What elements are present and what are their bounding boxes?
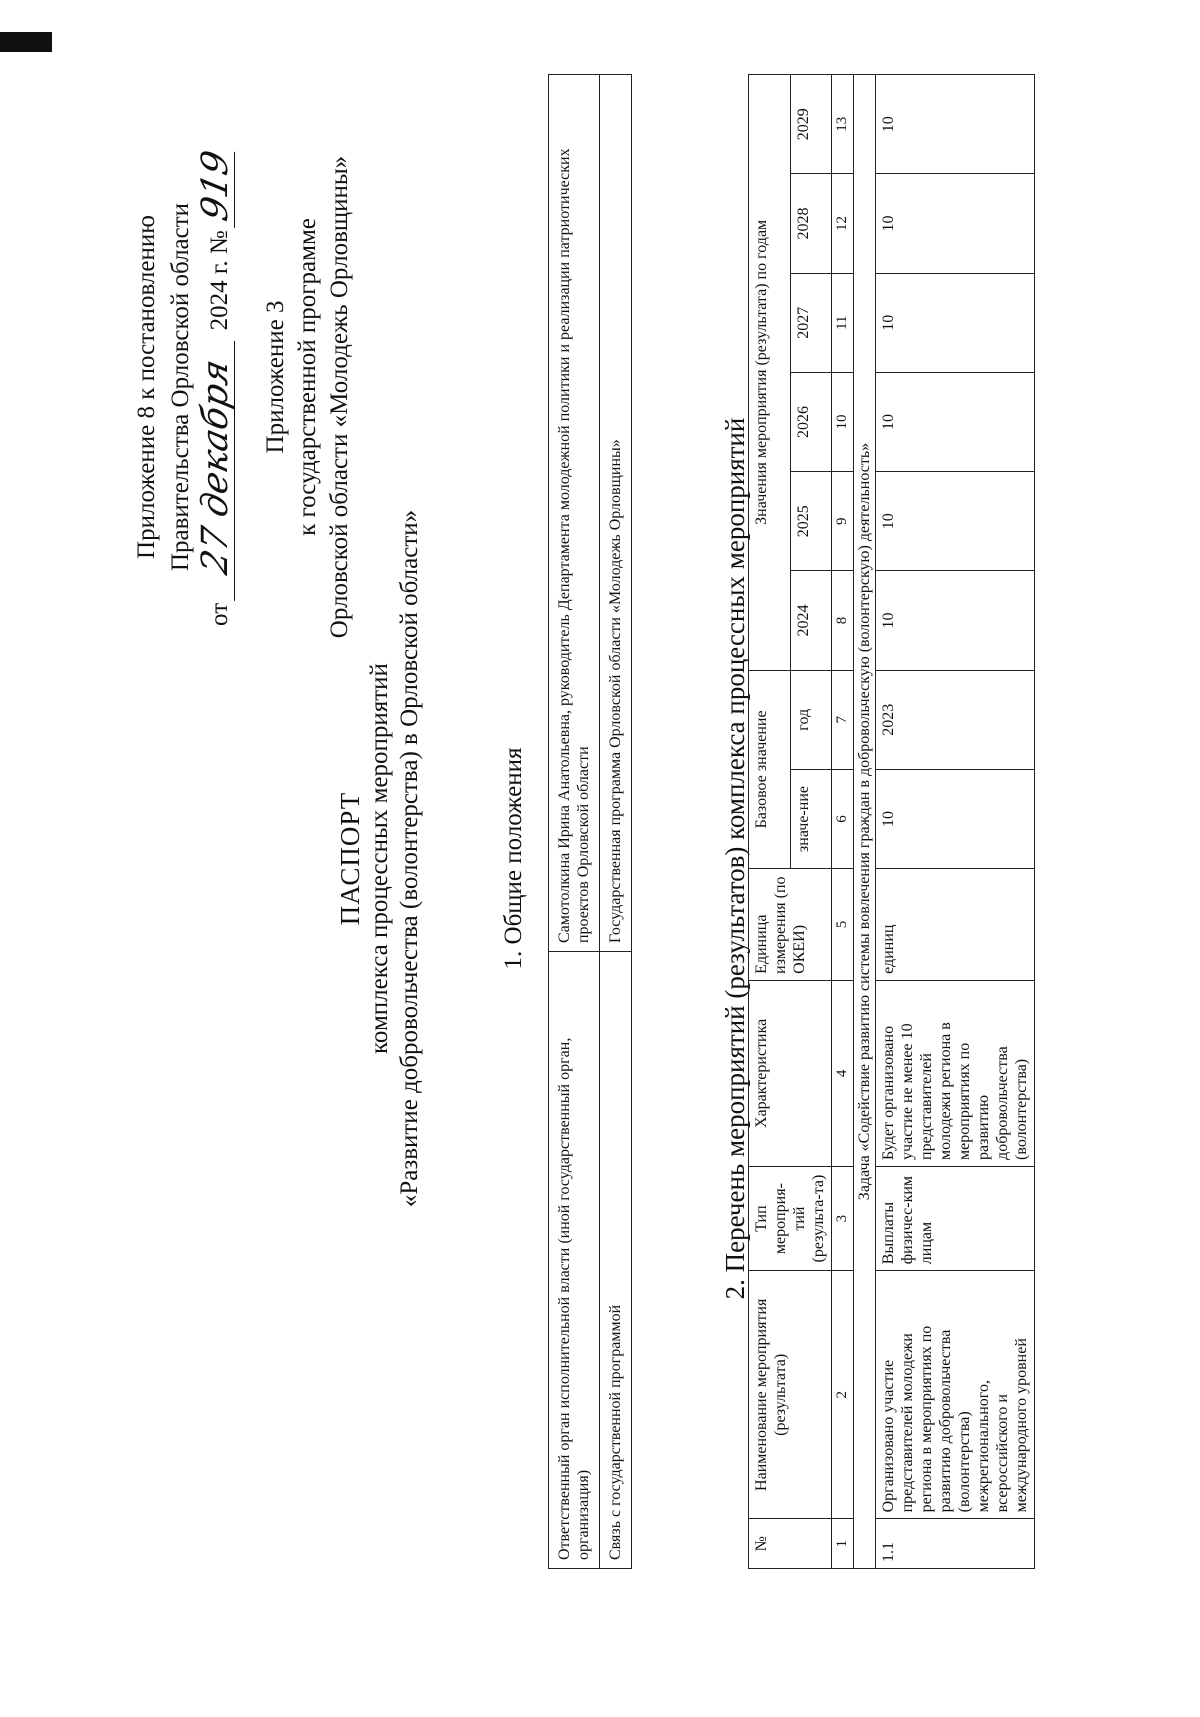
row-value-2029: 10 xyxy=(876,75,1035,174)
row-value-2026: 10 xyxy=(876,372,1035,471)
title-main: ПАСПОРТ xyxy=(335,791,365,926)
row-value-2028: 10 xyxy=(876,174,1035,273)
handwritten-number: 919 xyxy=(198,144,235,228)
column-number: 5 xyxy=(832,869,854,981)
column-number: 10 xyxy=(832,372,854,471)
resolution-header xyxy=(130,97,237,677)
header-no: № xyxy=(749,1519,832,1569)
row-base-value: 10 xyxy=(876,769,1035,868)
task-title: Задача «Содействие развитию системы вовлечения граждан в добровольческую (волонтерскую) деятельность» xyxy=(854,75,876,1569)
table-row xyxy=(876,75,1035,1569)
measures-table xyxy=(748,74,1035,1569)
column-number: 3 xyxy=(832,1166,854,1270)
header-characteristic: Характеристика xyxy=(749,980,832,1166)
header-date-line xyxy=(195,97,237,677)
header-base-value: значе-ние xyxy=(790,769,832,868)
header-base-year: год xyxy=(790,670,832,769)
column-number: 7 xyxy=(832,670,854,769)
header-base: Базовое значение xyxy=(749,670,791,869)
header-year: 2027 xyxy=(790,273,832,372)
annex-line-1: Приложение 3 xyxy=(262,300,289,454)
row-label: Связь с государственной программой xyxy=(600,952,632,1569)
column-number: 13 xyxy=(832,75,854,174)
header-row xyxy=(749,75,791,1569)
header-year: 2024 xyxy=(790,571,832,670)
row-value: Государственная программа Орловской области «Молодежь Орловщины» xyxy=(600,75,632,952)
header-year: 2026 xyxy=(790,372,832,471)
header-year: 2029 xyxy=(790,75,832,174)
row-value-2027: 10 xyxy=(876,273,1035,372)
header-line-2: Правительства Орловской области xyxy=(167,202,194,572)
header-name: Наименование мероприятия (результата) xyxy=(749,1271,832,1519)
row-base-year: 2023 xyxy=(876,670,1035,769)
column-number: 4 xyxy=(832,980,854,1166)
table-row xyxy=(549,75,600,1569)
annex-line-2: к государственной программе xyxy=(294,218,321,536)
annex-line-3: Орловской области «Молодежь Орловщины» xyxy=(326,155,353,639)
date-prefix: от xyxy=(206,602,233,626)
header-year: 2025 xyxy=(790,472,832,571)
column-number-row xyxy=(832,75,854,1569)
column-number: 11 xyxy=(832,273,854,372)
header-unit: Единица измерения (по ОКЕИ) xyxy=(749,869,832,981)
row-name: Организовано участие представителей молодежи региона в мероприятиях по развитию добровольчества (волонтерства) межрегионального, всероссийского и международного уровней xyxy=(876,1271,1035,1519)
document-title xyxy=(335,0,425,1717)
row-unit: единиц xyxy=(876,869,1035,981)
header-line-1: Приложение 8 к постановлению xyxy=(133,215,160,559)
row-no: 1.1 xyxy=(876,1519,1035,1569)
header-year: 2028 xyxy=(790,174,832,273)
column-number: 12 xyxy=(832,174,854,273)
column-number: 9 xyxy=(832,472,854,571)
table-row xyxy=(600,75,632,1569)
section-1-heading: 1. Общие положения xyxy=(500,747,527,970)
column-number: 1 xyxy=(832,1519,854,1569)
column-number: 2 xyxy=(832,1271,854,1519)
column-number: 8 xyxy=(832,571,854,670)
title-sub-2: «Развитие добровольчества (волонтерства) в Орловской области» xyxy=(396,509,423,1208)
column-number: 6 xyxy=(832,769,854,868)
title-sub-1: комплекса процессных мероприятий xyxy=(366,663,393,1054)
row-value-2025: 10 xyxy=(876,472,1035,571)
row-characteristic: Будет организовано участие не менее 10 представителей молодежи региона в мероприятиях по развитию добровольчества (волонтерства) xyxy=(876,980,1035,1166)
section-2-heading: 2. Перечень мероприятий (результатов) комплекса процессных мероприятий xyxy=(720,417,750,1300)
row-value: Самотолкина Ирина Анатольевна, руководитель Департамента молодежной политики и реализации патриотических проектов Орловской области xyxy=(549,75,600,952)
corner-mark xyxy=(0,32,52,52)
row-value-2024: 10 xyxy=(876,571,1035,670)
task-row xyxy=(854,75,876,1569)
date-year: 2024 г. № xyxy=(206,230,233,331)
general-provisions-table xyxy=(548,74,632,1569)
header-type: Тип мероприя-тий (результа-та) xyxy=(749,1166,832,1270)
row-label: Ответственный орган исполнительной власти (иной государственный орган, организация) xyxy=(549,952,600,1569)
row-type: Выплаты физичес-ким лицам xyxy=(876,1166,1035,1270)
header-years-group: Значения мероприятия (результата) по годам xyxy=(749,75,791,671)
handwritten-date: 27 декабря xyxy=(198,333,235,601)
